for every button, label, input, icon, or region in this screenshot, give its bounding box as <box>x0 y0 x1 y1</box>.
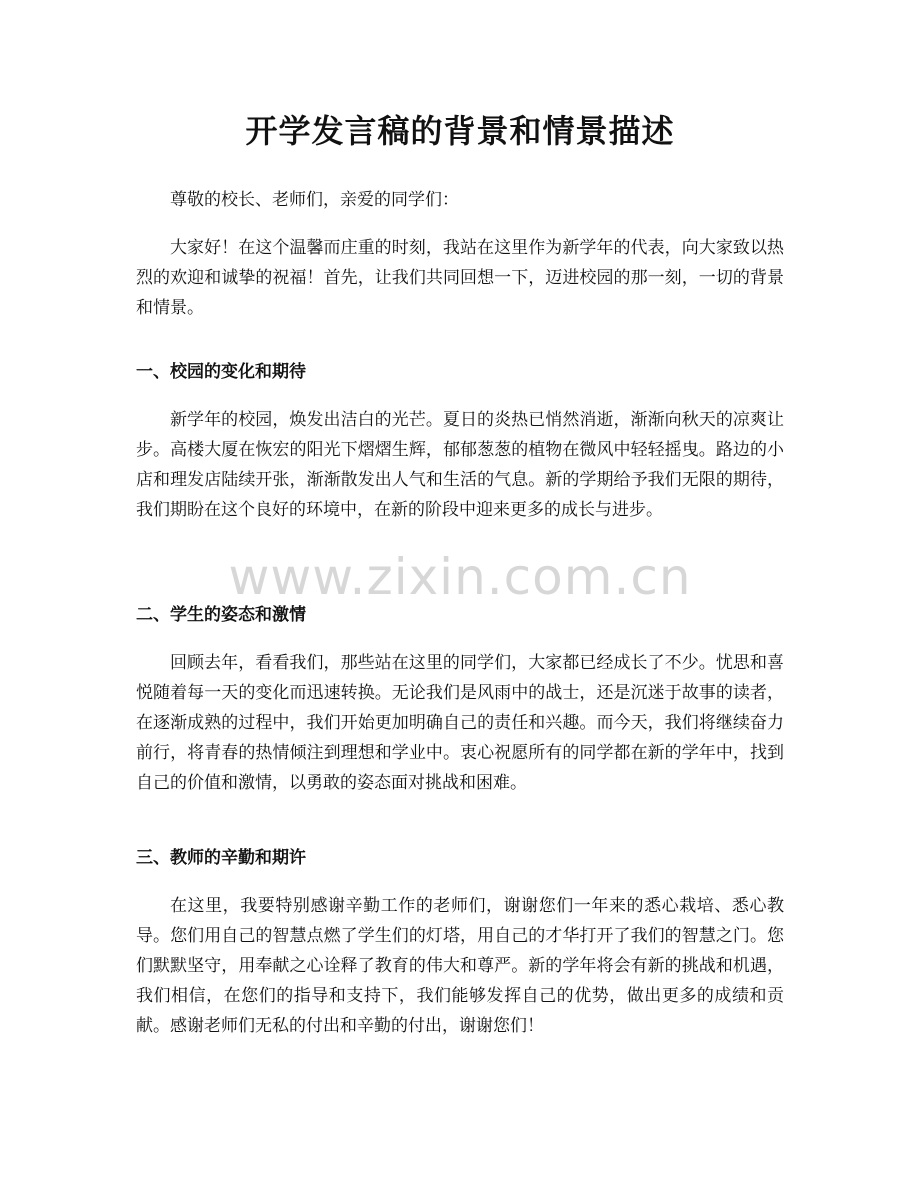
greeting: 尊敬的校长、老师们，亲爱的同学们： <box>170 190 459 210</box>
section-heading-2: 二、学生的姿态和激情 <box>136 605 306 625</box>
section-paragraph-1: 新学年的校园，焕发出洁白的光芒。夏日的炎热已悄然消逝，渐渐向秋天的凉爽让步。高楼大厦在恢宏的阳光下熠熠生辉，郁郁葱葱的植物在微风中轻轻摇曳。路边的小店和理发店陆续开张，渐渐散发出人气和生活的气息。新的学期给予我们无限的期待，我们期盼在这个良好的环境中，在新的阶段中迎来更多的成长与进步。 <box>136 410 784 520</box>
section-paragraph-2: 回顾去年，看看我们，那些站在这里的同学们，大家都已经成长了不少。忧思和喜悦随着每一天的变化而迅速转换。无论我们是风雨中的战士，还是沉迷于故事的读者，在逐渐成熟的过程中，我们开始更加明确自己的责任和兴趣。而今天，我们将继续奋力前行，将青春的热情倾注到理想和学业中。衷心祝愿所有的同学都在新的学年中，找到自己的价值和激情，以勇敢的姿态面对挑战和困难。 <box>136 653 784 793</box>
watermark: www.zixin.com.cn <box>228 548 692 606</box>
page-title: 开学发言稿的背景和情景描述 <box>245 112 675 150</box>
section-heading-1: 一、校园的变化和期待 <box>136 362 306 382</box>
section-paragraph-3: 在这里，我要特别感谢辛勤工作的老师们，谢谢您们一年来的悉心栽培、悉心教导。您们用自己的智慧点燃了学生们的灯塔，用自己的才华打开了我们的智慧之门。您们默默坚守，用奉献之心诠释了教育的伟大和尊严。新的学年将会有新的挑战和机遇，我们相信，在您们的指导和支持下，我们能够发挥自己的优势，做出更多的成绩和贡献。感谢老师们无私的付出和辛勤的付出，谢谢您们！ <box>136 896 784 1036</box>
section-heading-3: 三、教师的辛勤和期许 <box>136 848 306 868</box>
intro-paragraph: 大家好！在这个温馨而庄重的时刻，我站在这里作为新学年的代表，向大家致以热烈的欢迎和诚挚的祝福！首先，让我们共同回想一下，迈进校园的那一刻，一切的背景和情景。 <box>136 238 784 318</box>
